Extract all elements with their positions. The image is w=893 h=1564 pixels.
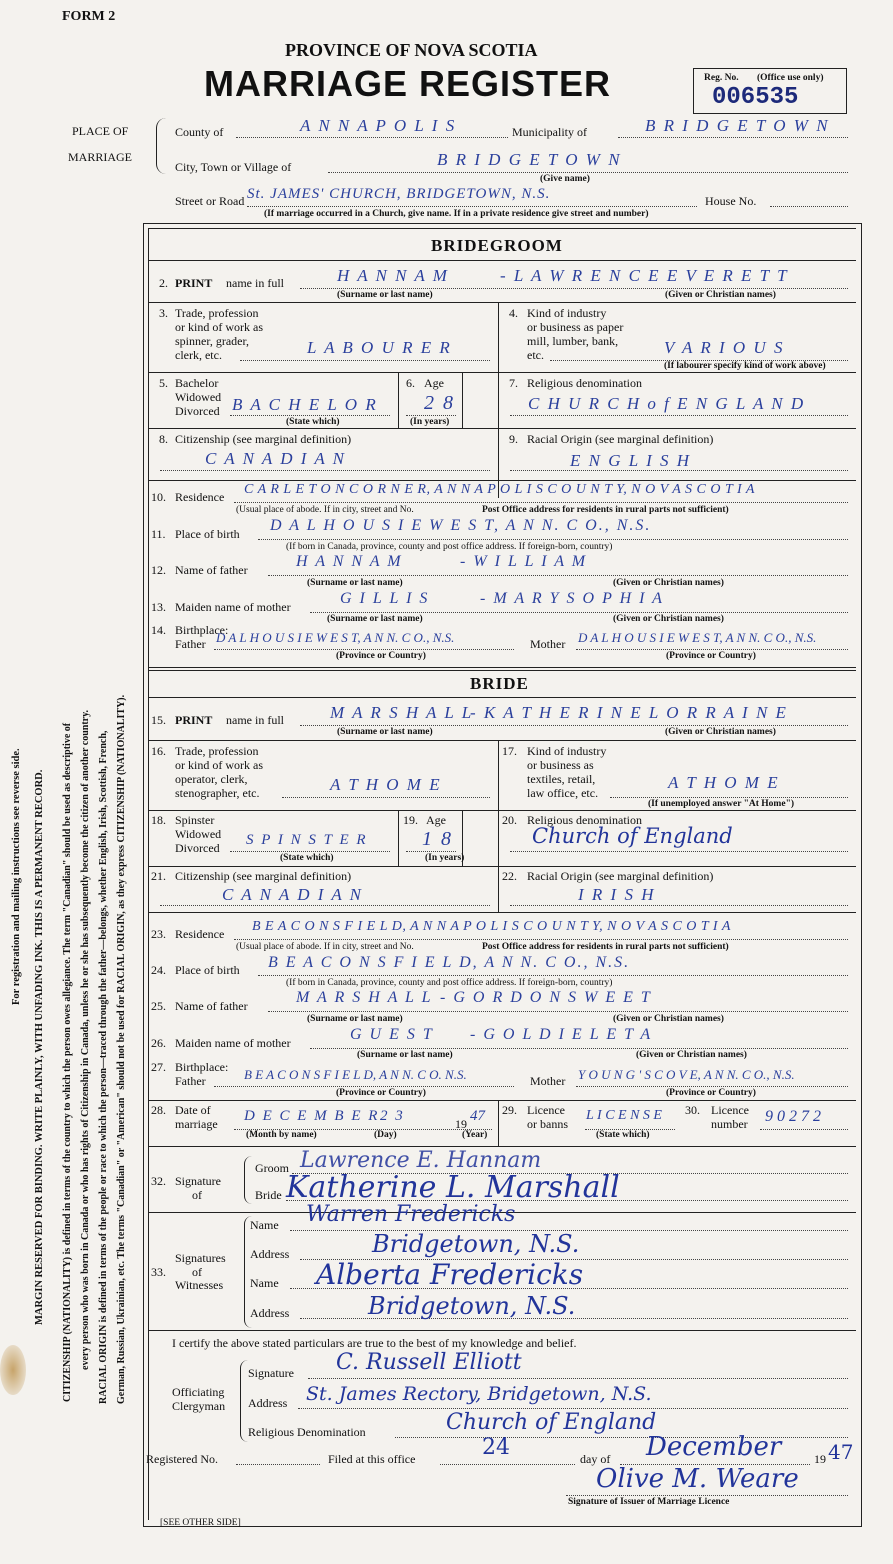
marriage-year: 47 [470, 1108, 485, 1124]
groom-mother-surname: G I L L I S [340, 590, 430, 607]
bride-religion: Church of England [532, 824, 733, 848]
issuer-label: Signature of Issuer of Marriage Licence [568, 1497, 730, 1507]
groom-citizenship: C A N A D I A N [205, 449, 347, 468]
marriage-day: 2 3 [380, 1108, 405, 1124]
citizenship-definition-2: every person who was born in Canada or who has rights of Citizenship in Canada, unless he or she has subsequently become the citizen of another country. [80, 709, 91, 1370]
bride-industry: A T H O M E [668, 773, 780, 792]
licence-or-banns: L I C E N S E [586, 1108, 662, 1123]
street-value: St. JAMES' CHURCH, BRIDGETOWN, N.S. [247, 186, 551, 202]
groom-trade: L A B O U R E R [307, 338, 452, 357]
street-note: (If marriage occurred in a Church, give name. If in a private residence give street and number) [264, 209, 649, 219]
filed-month: December [646, 1432, 782, 1462]
groom-given-names: - L A W R E N C E E V E R E T T [500, 266, 789, 285]
bride-age: 1 8 [422, 828, 453, 850]
groom-marital-status: B A C H E L O R [232, 395, 378, 414]
county-label: County of [175, 125, 224, 139]
groom-surname: H A N N A M [337, 266, 449, 285]
bride-mother-surname: G U E S T [350, 1026, 434, 1043]
groom-mother-birthplace: D A L H O U S I E W E S T, A N N. C O., N.S. [578, 630, 817, 645]
clergy-religion: Church of England [446, 1410, 657, 1435]
citizenship-definition-1: CITIZENSHIP (NATIONALITY) is defined in terms of the country to which the person owes allegiance. The term "Canadian" should be used as descriptive of [62, 722, 73, 1402]
bride-mother-given: - G O L D I E L E T A [470, 1026, 653, 1043]
groom-father-surname: H A N N A M [296, 553, 403, 570]
city-value: B R I D G E T O W N [437, 150, 622, 169]
county-value: A N N A P O L I S [300, 116, 457, 135]
groom-birthplace: D A L H O U S I E W E S T, A N N. C O., N.S. [270, 517, 652, 534]
bride-signature: Katherine L. Marshall [286, 1170, 620, 1205]
witness-1-address: Bridgetown, N.S. [372, 1230, 580, 1258]
groom-mother-given: - M A R Y S O P H I A [480, 590, 664, 607]
reg-number: 006535 [712, 84, 799, 111]
groom-father-given: - W I L L I A M [460, 553, 588, 570]
racial-definition-1: RACIAL ORIGIN is defined in terms of the people or race to which the person—traced through the father—belongs, whether English, Irish, Scottish, French, [98, 730, 109, 1404]
see-other-side: [SEE OTHER SIDE] [160, 1518, 241, 1528]
groom-residence: C A R L E T O N C O R N E R, A N N A P O L I S C O U N T Y, N O V A S C O T I A [244, 482, 755, 497]
bride-father-surname: M A R S H A L L [296, 989, 433, 1006]
groom-industry: V A R I O U S [664, 338, 785, 357]
groom-father-birthplace: D A L H O U S I E W E S T, A N N. C O., N.S. [216, 630, 455, 645]
office-use-note: (Office use only) [757, 73, 824, 83]
bride-residence: B E A C O N S F I E L D, A N N A P O L I S C O U N T Y, N O V A S C O T I A [252, 919, 731, 934]
witness-1-name: Warren Fredericks [306, 1202, 516, 1227]
reg-label: Reg. No. [704, 73, 739, 83]
form-number: FORM 2 [62, 9, 116, 24]
margin-instructions: For registration and mailing instructions see reverse side. [11, 748, 22, 1005]
witness-2-name: Alberta Fredericks [316, 1258, 584, 1291]
issuer-signature: Olive M. Weare [596, 1464, 799, 1494]
house-label: House No. [705, 194, 757, 208]
place-bracket [156, 118, 167, 174]
clergy-address: St. James Rectory, Bridgetown, N.S. [306, 1383, 652, 1405]
province-heading: PROVINCE OF NOVA SCOTIA [285, 40, 538, 60]
groom-racial-origin: E N G L I S H [570, 451, 692, 470]
city-label: City, Town or Village of [175, 160, 292, 174]
margin-binding-note: MARGIN RESERVED FOR BINDING. WRITE PLAINLY, WITH UNFADING INK. THIS IS A PERMANENT RECORD. [34, 769, 45, 1325]
clergy-signature: C. Russell Elliott [336, 1350, 522, 1375]
place-label-2: MARRIAGE [68, 150, 133, 164]
bride-marital-status: S P I N S T E R [246, 832, 368, 848]
give-name-note: (Give name) [540, 174, 590, 184]
bride-mother-birthplace: Y O U N G ' S C O V E, A N N. C O., N.S. [578, 1067, 795, 1082]
bride-trade: A T H O M E [330, 775, 442, 794]
bridegroom-heading: BRIDEGROOM [431, 236, 563, 255]
bride-surname: M A R S H A L L [330, 703, 474, 722]
street-label: Street or Road [175, 194, 245, 208]
reg-number-box [693, 68, 847, 114]
bride-given-names: - K A T H E R I N E L O R R A I N E [470, 703, 788, 722]
marriage-month: D E C E M B E R [244, 1108, 380, 1124]
racial-definition-2: German, Russian, Ukrainian, etc. The terms "Canadian" or "American" should not be used for RACIAL ORIGIN, as they express CITIZENSHIP (NATIONALITY). [116, 694, 127, 1404]
witness-2-address: Bridgetown, N.S. [368, 1292, 576, 1320]
filed-year: 47 [828, 1440, 854, 1464]
place-label-1: PLACE OF [72, 124, 129, 138]
bride-citizenship: C A N A D I A N [222, 885, 364, 904]
signature-bracket [244, 1156, 253, 1204]
paper-stain [0, 1345, 26, 1395]
municipality-label: Municipality of [512, 125, 587, 139]
bride-father-given: - G O R D O N S W E E T [440, 989, 652, 1006]
filed-day: 24 [482, 1435, 510, 1460]
bride-racial-origin: I R I S H [578, 885, 656, 904]
bride-heading: BRIDE [470, 674, 529, 693]
groom-age: 2 8 [424, 392, 455, 414]
certification-statement: I certify the above stated particulars are true to the best of my knowledge and belief. [172, 1336, 577, 1350]
municipality-value: B R I D G E T O W N [645, 116, 830, 135]
form-title: MARRIAGE REGISTER [204, 63, 612, 104]
bride-birthplace: B E A C O N S F I E L D, A N N. C O., N.S. [268, 954, 631, 971]
groom-signature: Lawrence E. Hannam [300, 1148, 542, 1173]
bride-father-birthplace: B E A C O N S F I E L D, A N N. C O. N.S. [244, 1067, 467, 1082]
licence-number: 9 0 2 7 2 [765, 1108, 821, 1125]
groom-religion: C H U R C H o f E N G L A N D [528, 394, 806, 413]
